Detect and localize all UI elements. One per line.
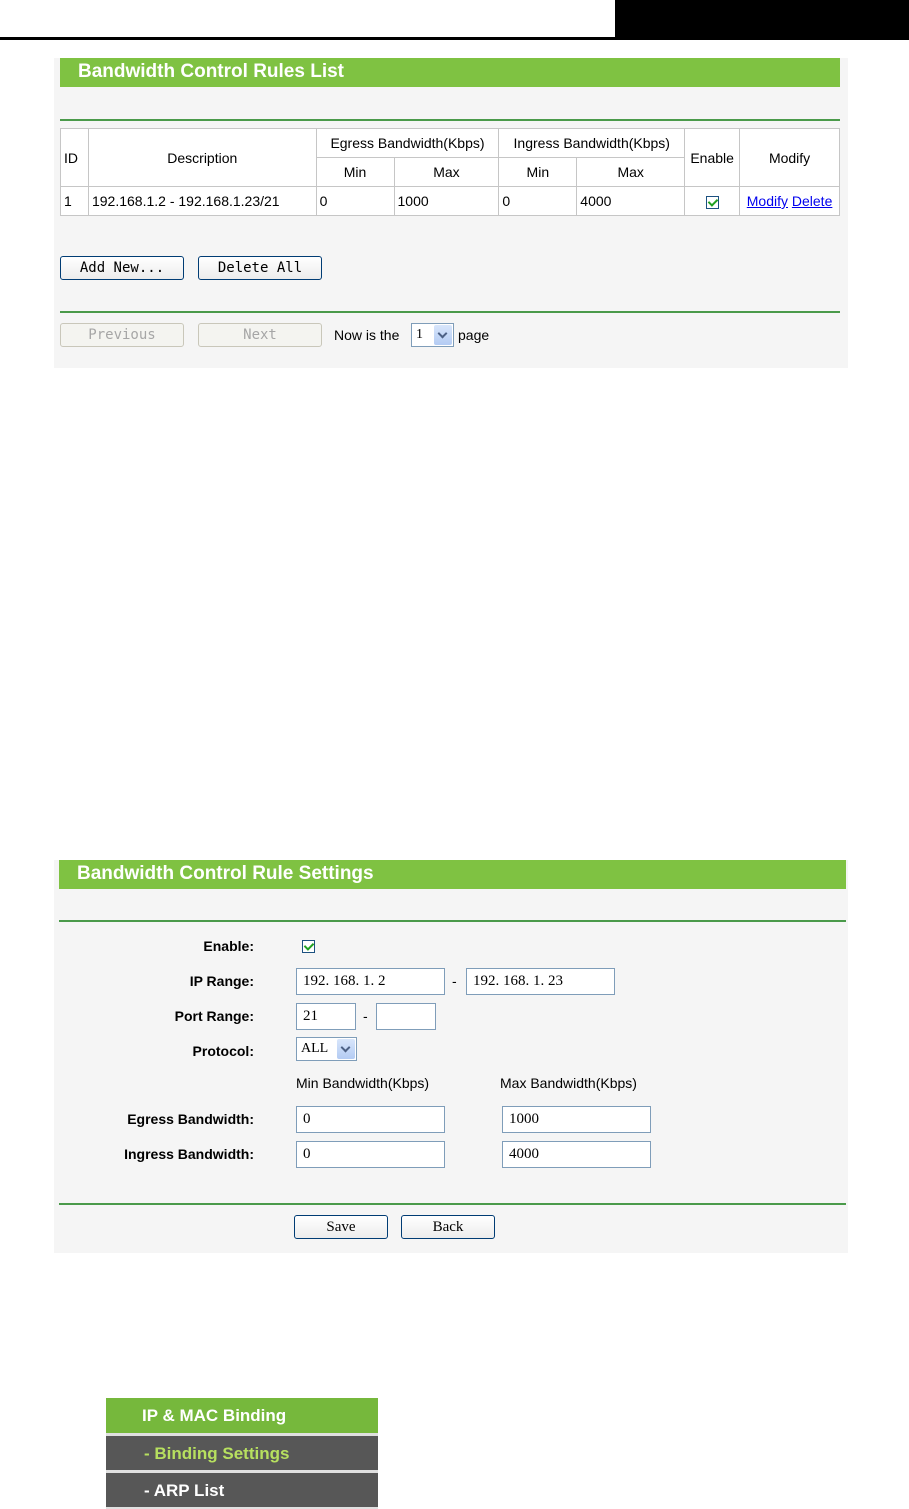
port-range-label: Port Range: (174, 1008, 254, 1024)
ip-start-input[interactable]: 192. 168. 1. 2 (296, 968, 445, 995)
ingress-max-input[interactable]: 4000 (502, 1141, 651, 1168)
chevron-down-icon (337, 1039, 355, 1059)
header-egress-min: Min (316, 158, 394, 187)
rule-settings-top-divider (59, 920, 846, 922)
header-black-tab (615, 0, 909, 38)
side-menu (106, 1398, 378, 1509)
egress-max-input[interactable]: 1000 (502, 1106, 651, 1133)
delete-link[interactable]: Delete (791, 193, 833, 209)
min-bandwidth-header: Min Bandwidth(Kbps) (296, 1075, 430, 1091)
previous-button[interactable]: Previous (60, 323, 184, 347)
rules-table (60, 128, 840, 216)
row-enable-cell (685, 187, 740, 216)
row-ingress-min: 0 (499, 187, 577, 216)
rules-list-title: Bandwidth Control Rules List (60, 58, 840, 87)
back-button[interactable]: Back (401, 1215, 495, 1239)
rules-list-bottom-divider (60, 311, 840, 313)
menu-item-binding-settings[interactable]: - Binding Settings (106, 1436, 378, 1470)
header-ingress: Ingress Bandwidth(Kbps) (499, 129, 685, 158)
modify-link[interactable]: Modify (746, 193, 788, 209)
enable-checkbox[interactable] (302, 940, 315, 953)
row-modify-cell (740, 187, 840, 216)
table-header-row (61, 129, 840, 158)
row-ingress-max: 4000 (577, 187, 685, 216)
pager-suffix: page (458, 327, 490, 343)
add-new-button[interactable]: Add New... (60, 256, 184, 280)
save-button[interactable]: Save (294, 1215, 388, 1239)
enable-label: Enable: (203, 938, 254, 954)
ip-range-dash: - (452, 973, 457, 989)
protocol-select[interactable] (296, 1037, 357, 1061)
header-rule (0, 37, 909, 40)
delete-all-button[interactable]: Delete All (198, 256, 322, 280)
header-egress-max: Max (394, 158, 499, 187)
row-description: 192.168.1.2 - 192.168.1.23/21 (88, 187, 316, 216)
page-select[interactable] (411, 323, 454, 347)
ip-range-label: IP Range: (189, 973, 254, 989)
chevron-down-icon (434, 325, 452, 345)
pager-prefix: Now is the (334, 327, 400, 343)
row-enable-checkbox[interactable] (706, 196, 719, 209)
port-end-input[interactable] (376, 1003, 436, 1030)
header-ingress-min: Min (499, 158, 577, 187)
ingress-min-input[interactable]: 0 (296, 1141, 445, 1168)
protocol-label: Protocol: (192, 1043, 254, 1059)
header-egress: Egress Bandwidth(Kbps) (316, 129, 499, 158)
row-id: 1 (61, 187, 89, 216)
port-range-dash: - (363, 1008, 368, 1024)
rules-list-top-divider (60, 119, 840, 121)
egress-min-input[interactable]: 0 (296, 1106, 445, 1133)
rule-settings-bottom-divider (59, 1203, 846, 1205)
rule-settings-title: Bandwidth Control Rule Settings (59, 860, 846, 889)
document-header (0, 0, 909, 40)
header-modify: Modify (740, 129, 840, 187)
row-egress-min: 0 (316, 187, 394, 216)
ingress-bandwidth-label: Ingress Bandwidth: (124, 1146, 254, 1162)
header-id: ID (61, 129, 89, 187)
menu-item-arp-list[interactable]: - ARP List (106, 1473, 378, 1507)
header-ingress-max: Max (577, 158, 685, 187)
header-enable: Enable (685, 129, 740, 187)
ip-end-input[interactable]: 192. 168. 1. 23 (466, 968, 615, 995)
row-egress-max: 1000 (394, 187, 499, 216)
egress-bandwidth-label: Egress Bandwidth: (127, 1111, 254, 1127)
header-description: Description (88, 129, 316, 187)
max-bandwidth-header: Max Bandwidth(Kbps) (500, 1075, 637, 1091)
protocol-select-value: ALL (301, 1041, 329, 1056)
page-select-value: 1 (416, 327, 423, 342)
port-start-input[interactable]: 21 (296, 1003, 356, 1030)
next-button[interactable]: Next (198, 323, 322, 347)
menu-item-ip-mac-binding[interactable]: IP & MAC Binding (106, 1398, 378, 1433)
table-row (61, 187, 840, 216)
